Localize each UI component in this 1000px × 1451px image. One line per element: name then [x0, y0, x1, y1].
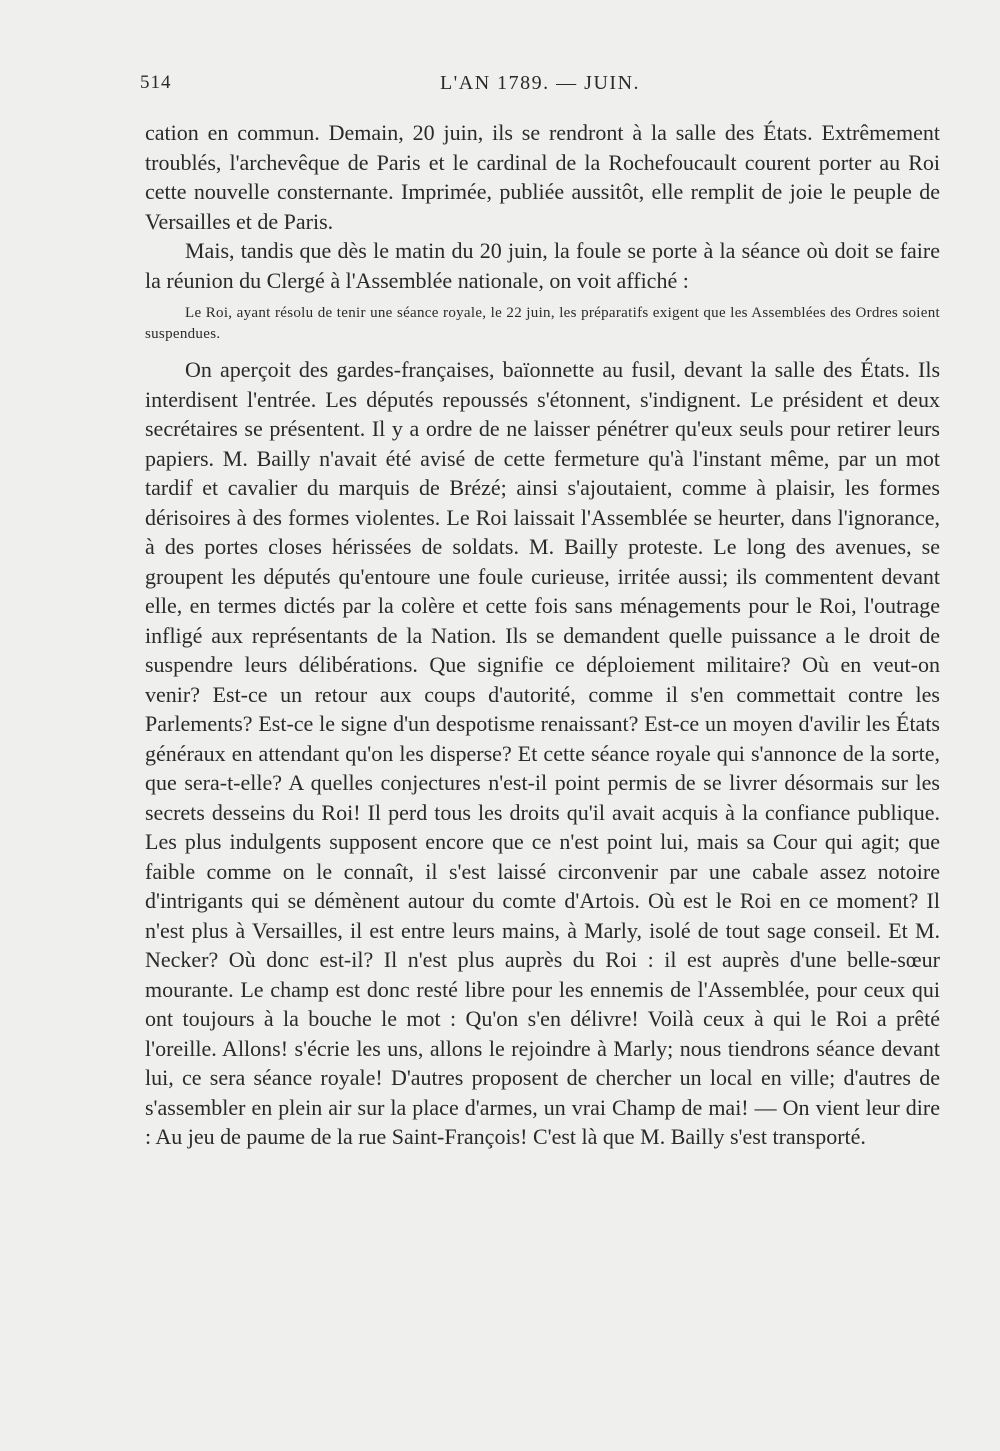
running-title: L'AN 1789. — JUIN. — [439, 72, 641, 94]
paragraph-continued: cation en commun. Demain, 20 juin, ils se rendront à la salle des États. Extrêmement troublés, l'archevêque de Paris et le cardinal de la Rochefoucault courent porter au Roi cette nouvelle consternante. Imprimée, publiée aussitôt, elle remplit de joie le peuple de Versailles et de Paris. — [145, 120, 940, 234]
paragraph: On aperçoit des gardes-françaises, baïonnette au fusil, devant la salle des États. Ils interdisent l'entrée. Les députés repoussés s'étonnent, s'indignent. Le président et deux secrétaires se présentent. Il y a ordre de ne laisser pénétrer qu'eux seuls pour retirer leurs papiers. M. Bailly n'avait été avisé de cette fermeture qu'à l'instant même, par un mot tardif et cavalier du marquis de Brézé; ainsi s'ajoutaient, comme à plaisir, les formes dérisoires à des formes violentes. Le Roi laissait l'Assemblée se heurter, dans l'ignorance, à des portes closes hérissées de soldats. M. Bailly proteste. Le long des avenues, se groupent les députés qu'entoure une foule curieuse, irritée aussi; ils commentent devant elle, en termes dictés par la colère et cette fois sans ménagements pour le Roi, l'outrage infligé aux représentants de la Nation. Ils se demandent quelle puissance a le droit de suspendre leurs délibérations. Que signifie ce déploiement militaire? Où en veut-on venir? Est-ce un retour aux coups d'autorité, comme il s'en commettait contre les Parlements? Est-ce le signe d'un despotisme renaissant? Est-ce un moyen d'avilir les États généraux en attendant qu'on les disperse? Et cette séance royale qui s'annonce de la sorte, que sera-t-elle? A quelles conjectures n'est-il point permis de se livrer désormais sur les secrets desseins du Roi! Il perd tous les droits qu'il avait acquis à la confiance publique. Les plus indulgents supposent encore que ce n'est point lui, mais sa Cour qui agit; que faible comme on le connaît, il s'est laissé circonvenir par une cabale assez notoire d'intrigants qui se démènent autour du comte d'Artois. Où est le Roi en ce moment? Il n'est plus à Versailles, il est entre leurs mains, à Marly, isolé de tout sage conseil. Et M. Necker? Où donc est-il? Il n'est plus auprès du Roi : il est auprès d'une belle-sœur mourante. Le champ est donc resté libre pour les ennemis de l'Assemblée, pour ceux qui ont toujours à la bouche le mot : Qu'on s'en délivre! Voilà ceux à qui le Roi a prêté l'oreille. Allons! s'écrie les uns, allons le rejoindre à Marly; nous tiendrons séance devant lui, ce sera séance royale! D'autres proposent de chercher un local en ville; d'autres de s'assembler en plein air sur la place d'armes, un vrai Champ de mai! — On vient leur dire : Au jeu de paume de la rue Saint-François! C'est là que M. Bailly s'est transporté. — [145, 357, 940, 1149]
paragraph: Mais, tandis que dès le matin du 20 juin, la foule se porte à la séance où doit se faire la réunion du Clergé à l'Assemblée nationale, on voit affiché : — [145, 238, 940, 293]
quoted-notice: Le Roi, ayant résolu de tenir une séance royale, le 22 juin, les préparatifs exigent que les Assemblées des Ordres soient suspendues. — [145, 305, 940, 342]
running-head — [140, 72, 940, 102]
body-text — [145, 118, 940, 1152]
page-number: 514 — [140, 72, 172, 93]
